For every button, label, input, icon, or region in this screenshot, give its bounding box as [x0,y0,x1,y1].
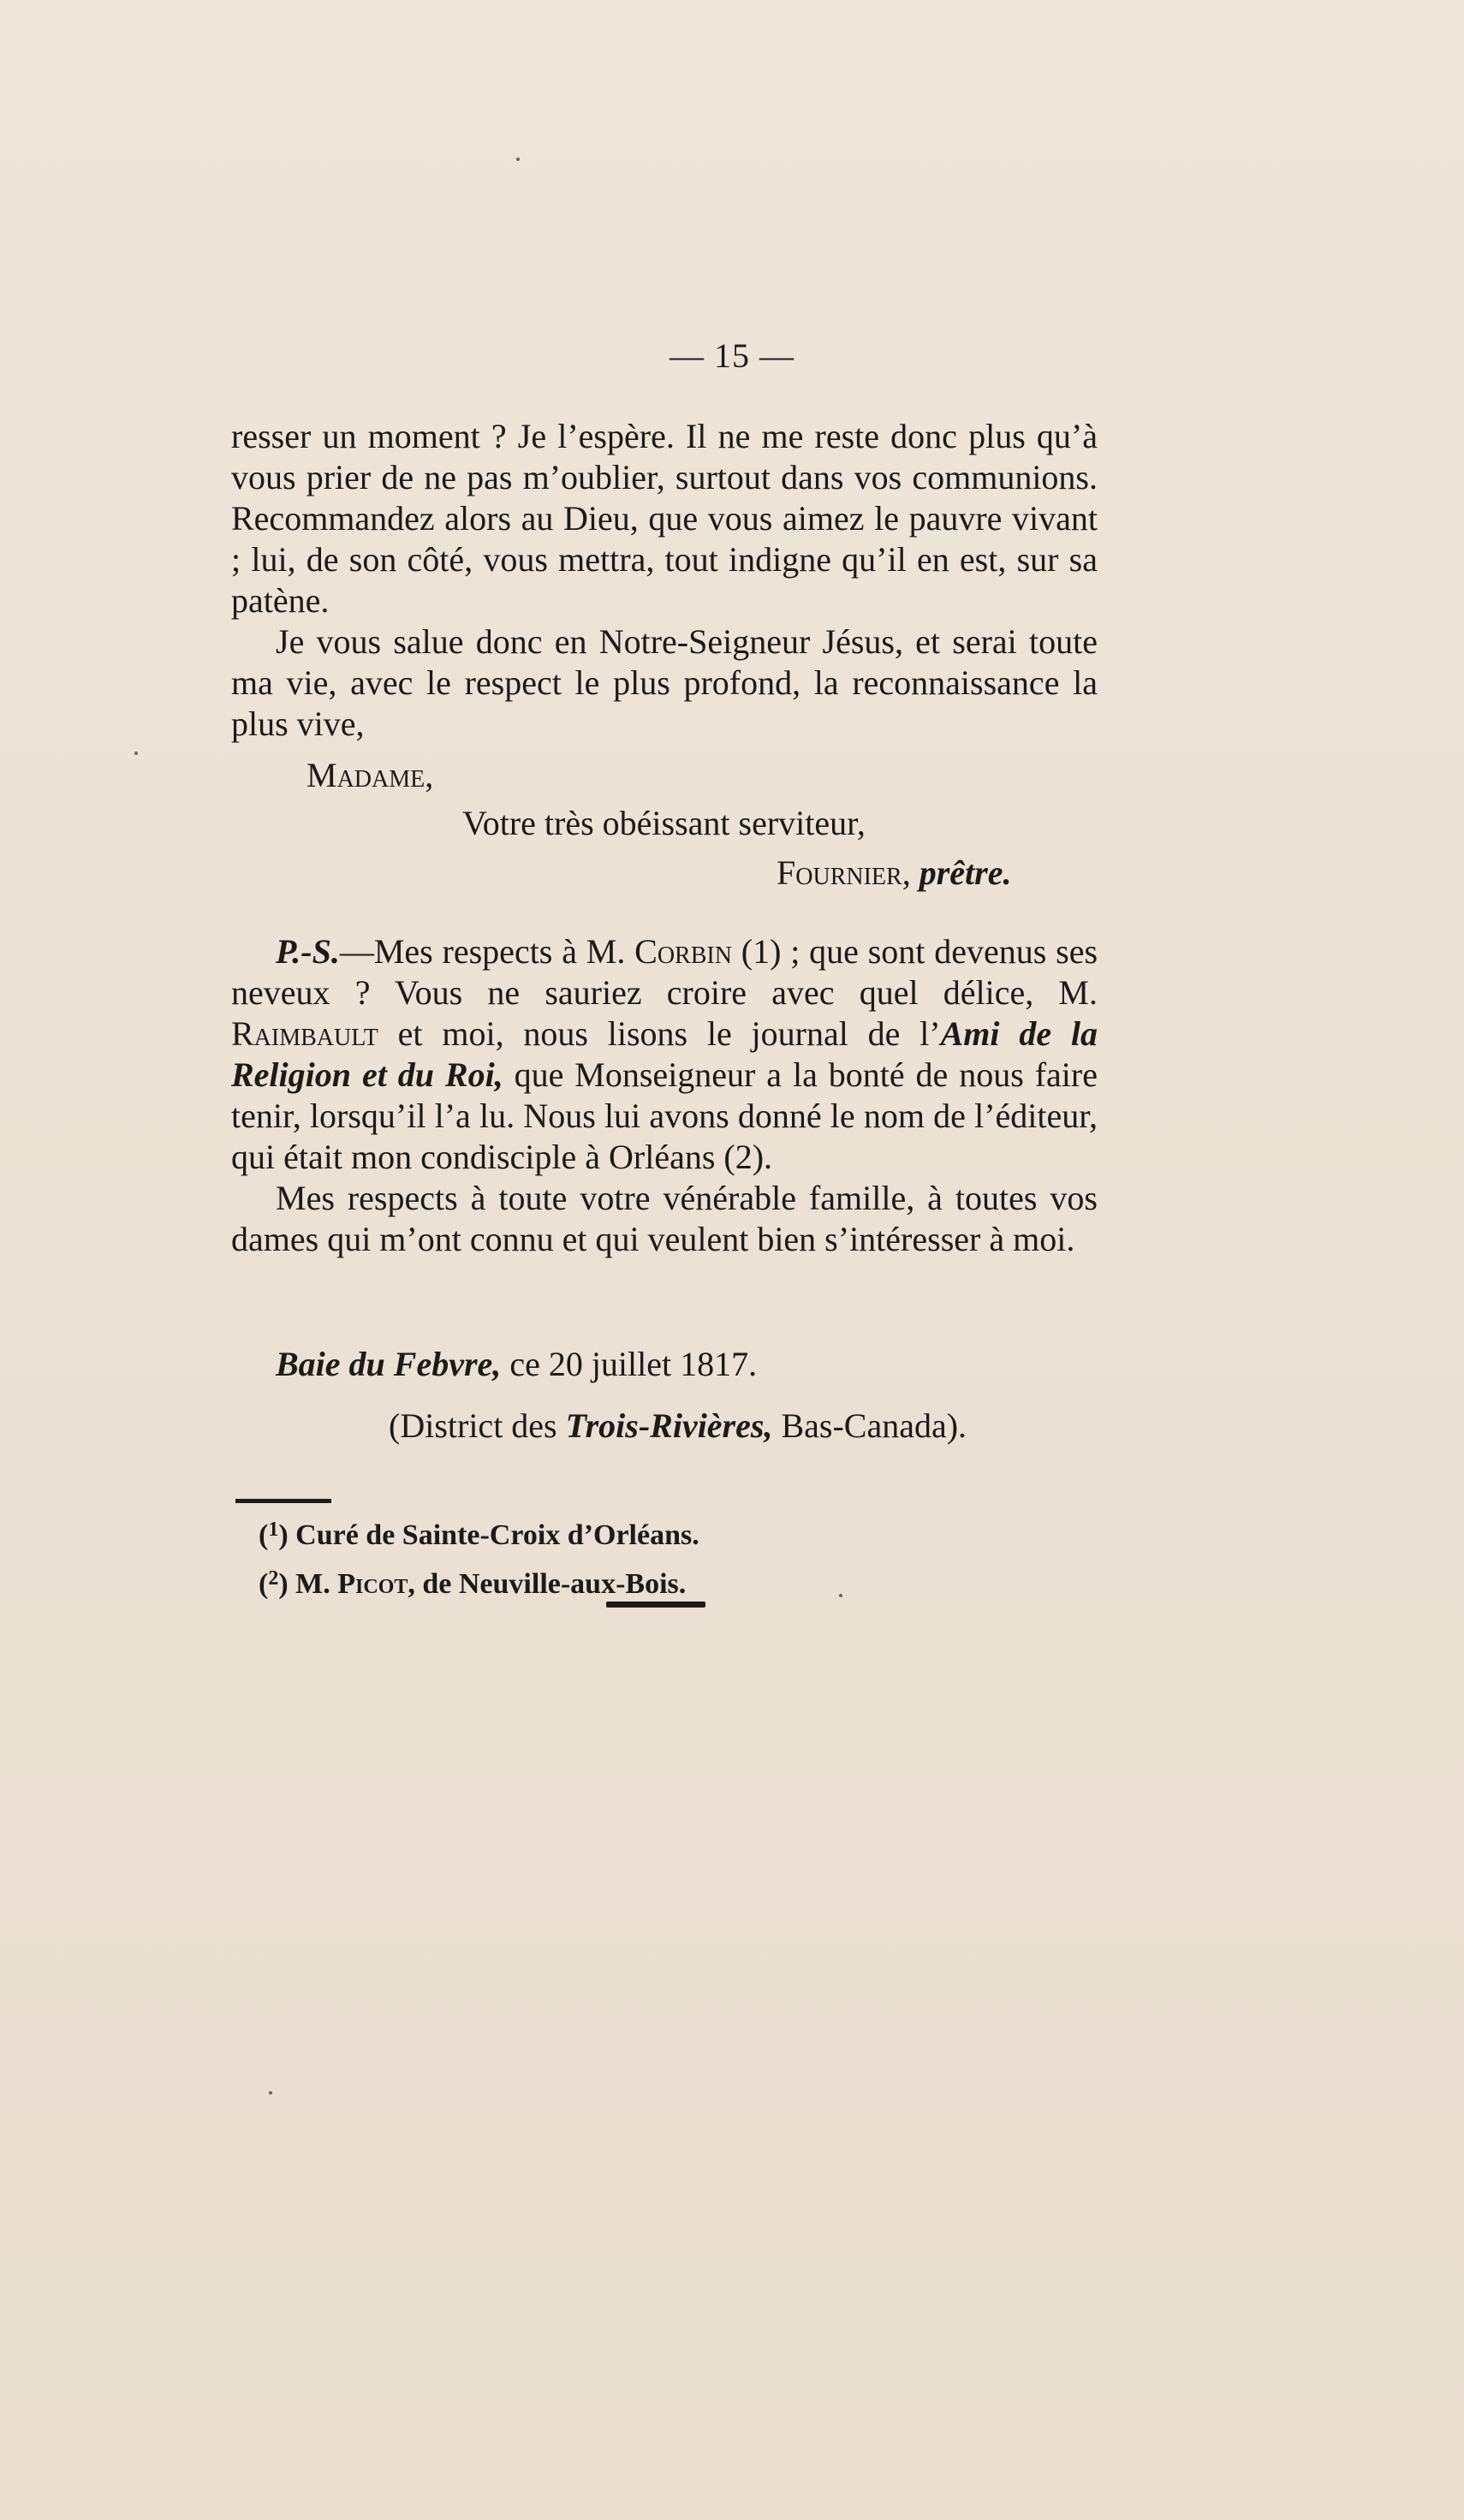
paper-speck [269,2091,272,2095]
page-number: — 15 — [670,336,794,375]
postscript-label: P.-S. [276,932,340,971]
postscript-paragraph-2: Mes respects à toute votre vénérable famille, à toutes vos dames qui m’ont connu et qui veulent bien s’intéresser à moi. [231,1179,1098,1258]
dateline-date: ce 20 juillet 1817. [501,1345,758,1383]
paper-speck [134,752,138,755]
footnote-text: Curé de Sainte-Croix d’Orléans. [288,1519,699,1551]
dateline-place: Baie du Febvre, [276,1345,502,1383]
signature-title: prêtre. [919,853,1012,892]
district-line: (District des Trois-Rivières, Bas-Canada). [389,1406,967,1445]
journal-title: Ami de la Religion et du Roi, [231,1014,1098,1094]
signature [777,853,1011,894]
paper-speck [516,158,520,161]
footnotes [259,1508,699,1606]
signature-name: Fournier, [777,853,911,892]
person-name-raimbault: Raimbault [231,1014,378,1053]
end-ornament-rule [606,1602,705,1608]
footnote-marker: 2 [268,1567,279,1590]
person-name-corbin: Corbin [634,932,732,971]
valediction: Votre très obéissant serviteur, [462,804,866,842]
salutation: Madame, [306,756,434,794]
footnote-ref-1: (1) [741,932,782,971]
paper-speck [839,1594,842,1597]
footnote-1: ($^1$) Curé de Sainte-Croix d’Orléans. [259,1519,699,1551]
footnote-ref-2: (2) [723,1138,765,1176]
footnote-marker: 1 [268,1519,279,1541]
dateline [276,1344,757,1385]
postscript [231,931,1098,1260]
footnote-2: ($^2$) M. Picot, de Neuville-aux-Bois. [259,1567,687,1600]
body-paragraph-1: resser un moment ? Je l’espère. Il ne me reste donc plus qu’à vous prier de ne pas m’oublier, surtout dans vos communions. Recommandez alors au Dieu, que vous aimez le pauvre vivant ; lui, de son côté, vous mettra, tout indigne qu’il en est, sur sa patène. [231,417,1098,620]
footnote-text: , de Neuville-aux-Bois. [408,1568,687,1600]
person-name-picot: Picot [337,1568,408,1600]
body-paragraph-2: Je vous salue donc en Notre-Seigneur Jésus, et serai toute ma vie, avec le respect le plus profond, la reconnaissance la plus vive, [231,622,1098,743]
postscript-paragraph-1: P.-S.—Mes respects à M. Corbin (1) ; que sont devenus ses neveux ? Vous ne sauriez croire avec quel délice, M. Raimbault et moi, nous lisons le journal de l’Ami de la Religion et du Roi, que Monseigneur a la bonté de nous faire tenir, lorsqu’il l’a lu. Nous lui avons donné le nom de l’éditeur, qui était mon condisciple à Orléans (2). [231,932,1098,1176]
footnote-separator [235,1499,331,1503]
district-place: Trois-Rivières, [565,1406,773,1445]
letter-body [231,416,1098,745]
